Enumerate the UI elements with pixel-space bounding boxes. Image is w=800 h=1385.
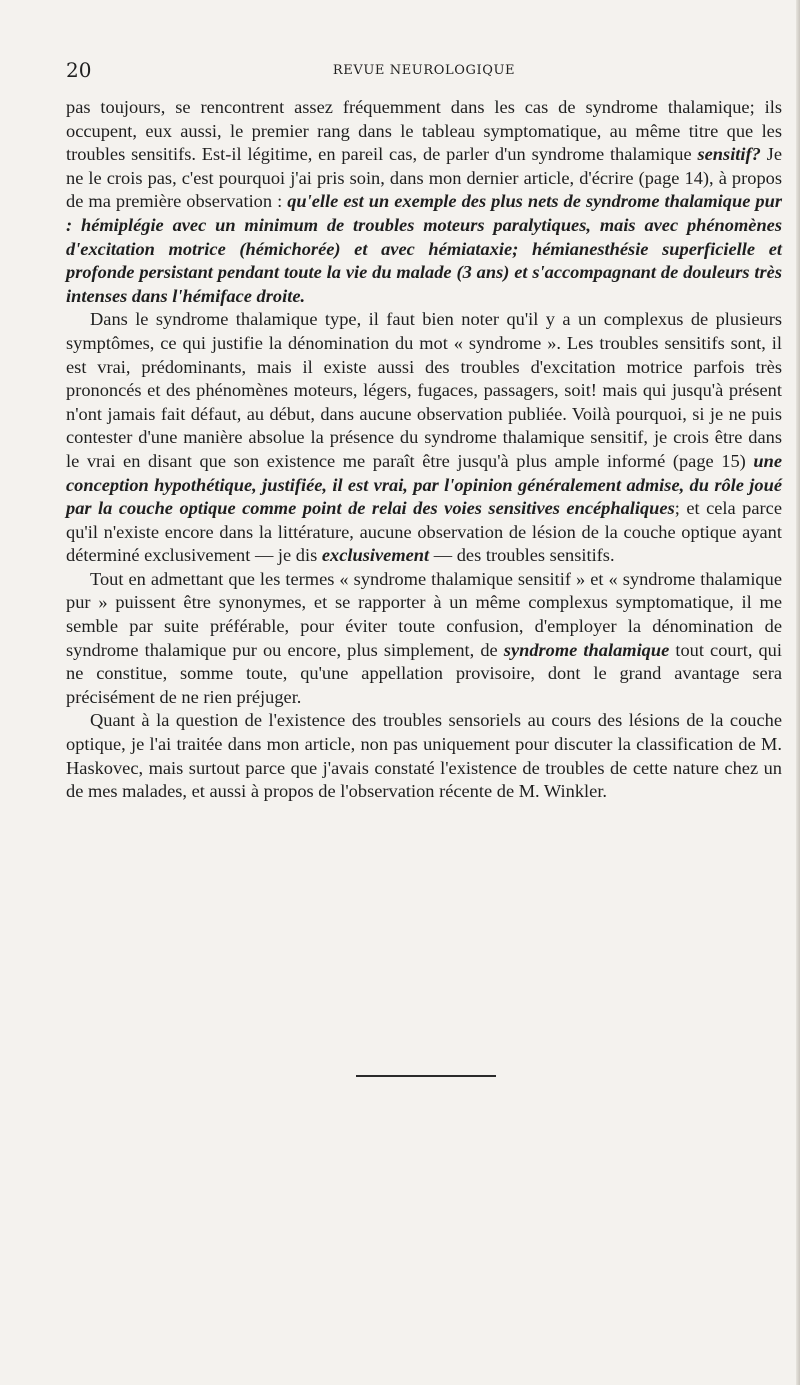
body-text-run: Tout en admettant que les termes « syndrome thalamique sensitif » et « syndrome thalamique pur » puissent être synonymes, et se rapporter à un même complexus symptomatique, il me semble par suite préférable, pour éviter toute confusion, d'employer la dénomination de syndrome thalamique pur ou encore, plus simplement, de bbox=[66, 568, 782, 660]
emphasized-text: syndrome thalamique bbox=[503, 639, 670, 660]
paragraph bbox=[66, 308, 782, 568]
body-text-run: pas toujours, se rencontrent assez fréquemment dans les cas de syndrome thalamique; ils occupent, eux aussi, le premier rang dans le tableau symptomatique, au même titre que les troubles sensitifs. Est-il légitime, en pareil cas, de parler d'un syndrome thalamique bbox=[66, 97, 782, 165]
body-text-run: ; et cela parce qu'il n'existe encore dans la littérature, aucune observation de lésion de la couche optique ayant déterminé exclusivement — je dis bbox=[66, 498, 782, 566]
emphasized-text: exclusivement bbox=[321, 545, 430, 566]
body-text-run: tout court, qui ne constitue, somme toute, qu'une appellation provisoire, dont le grand avantage sera précisément de ne rien préjuger. bbox=[66, 639, 782, 707]
section-divider-rule bbox=[356, 1075, 496, 1077]
body-text bbox=[66, 96, 782, 804]
emphasized-text: qu'elle est un exemple des plus nets de syndrome thalamique pur : hémiplégie avec un minimum de troubles moteurs paralytiques, mais avec phénomènes d'excitation motrice (hémichorée) et avec hémiataxie; hémianesthésie superficielle et profonde persistant pendant toute la vie du malade (3 ans) et s'accompagnant de douleurs très intenses dans l'hémiface droite. bbox=[66, 191, 782, 306]
emphasized-text: une conception hypothétique, justifiée, il est vrai, par l'opinion généralement admise, du rôle joué par la couche optique comme point de relai des voies sensitives encéphaliques bbox=[66, 450, 782, 519]
running-title: REVUE NEUROLOGIQUE bbox=[332, 63, 516, 78]
page-edge-shadow bbox=[796, 0, 800, 1385]
body-text-run: Je ne le crois pas, c'est pourquoi j'ai pris soin, dans mon dernier article, d'écrire (page 14), à propos de ma première observation : bbox=[66, 144, 782, 212]
paragraph bbox=[66, 568, 782, 710]
page-header bbox=[66, 58, 782, 82]
emphasized-text: sensitif? bbox=[697, 144, 761, 165]
page-number: 20 bbox=[66, 58, 92, 82]
body-text-run: Dans le syndrome thalamique type, il faut bien noter qu'il y a un complexus de plusieurs symptômes, ce qui justifie la dénomination du mot « syndrome ». Les troubles sensitifs sont, il est vrai, prédominants, mais il existe aussi des troubles d'excitation motrice parfois très prononcés et des phénomènes moteurs, légers, fugaces, passagers, soit! mais qui jusqu'à présent n'ont jamais fait défaut, au début, dans aucune observation publiée. Voilà pourquoi, si je ne puis contester d'une manière absolue la présence du syndrome thalamique sensitif, je crois être dans le vrai en disant que son existence me paraît être jusqu'à plus ample informé (page 15) bbox=[66, 309, 782, 471]
paragraph bbox=[66, 96, 782, 308]
body-text-run: — des troubles sensitifs. bbox=[429, 545, 615, 566]
paragraph bbox=[66, 709, 782, 803]
body-text-run: Quant à la question de l'existence des troubles sensoriels au cours des lésions de la couche optique, je l'ai traitée dans mon article, non pas uniquement pour discuter la classification de M. Haskovec, mais surtout parce que j'avais constaté l'existence de troubles de cette nature chez un de mes malades, et aussi à propos de l'observation récente de M. Winkler. bbox=[66, 710, 782, 802]
